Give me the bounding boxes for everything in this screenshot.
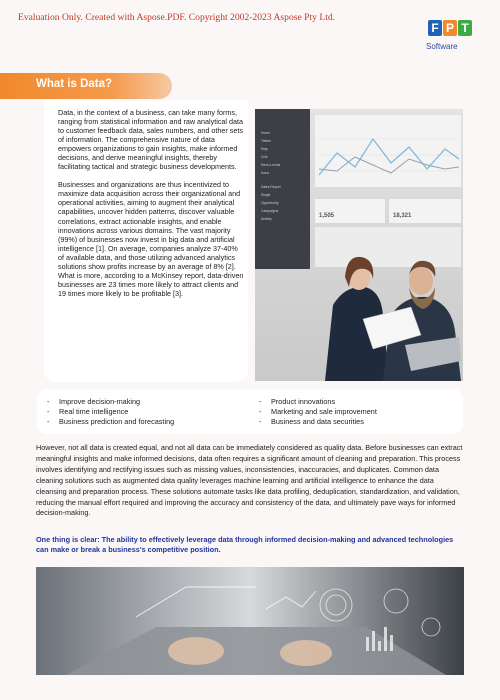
list-item: - Improve decision-making <box>47 397 174 407</box>
dash-nav-item: Opportunity <box>261 201 279 205</box>
dash-nav-item: Sales Report <box>261 185 281 189</box>
dash-nav-item: Grid <box>261 155 268 159</box>
section-title-bar <box>0 73 172 99</box>
dash-nav-item: Activity <box>261 217 272 221</box>
dash-nav-item: Menu Levels <box>261 163 281 167</box>
list-item: - Business prediction and forecasting <box>47 417 174 427</box>
intro-paragraph-2: Businesses and organizations are thus incentivized to maximize data acquisition across their organizational and operational activities, aiming to augment their analytical capabilities, uncover hidden patterns, discover valuable correlations, extract actionable insights, and enable innovations across various domains. The vast majority (99%) of businesses now invest in big data and artificial intelligence [1]. On average, companies analyze 37-40% of available data, and those utilizing advanced analytics solutions show profits increase by an average of 8% [2]. What is more, according to a McKinsey report, data-driven businesses are 23 times more likely to attract clients and 19 times more likely to be profitable [3]. <box>58 180 244 298</box>
holo-bar <box>378 641 381 651</box>
dashboard-lower-panel <box>315 227 461 267</box>
dashboard-kpi-1 <box>315 199 385 223</box>
laptop-data-illustration <box>36 567 464 675</box>
logo-subtitle: Software <box>426 42 458 51</box>
dashboard-kpi-2-value: 18,321 <box>393 213 412 219</box>
dashboard-line-chart-panel <box>315 115 461 187</box>
fpt-logo <box>420 20 480 60</box>
laptop-data-photo <box>36 567 464 675</box>
dash-nav-item: Home <box>261 131 271 135</box>
benefits-box <box>37 389 463 434</box>
man-face <box>409 267 433 295</box>
logo-letter-f: F <box>428 20 442 36</box>
business-meeting-photo <box>255 109 463 381</box>
hand-left <box>168 637 224 665</box>
holo-bar <box>390 635 393 651</box>
logo-letter-p: P <box>443 20 457 36</box>
section-title: What is Data? <box>36 78 113 90</box>
holo-bar <box>372 631 375 651</box>
intro-text <box>58 108 244 307</box>
list-item: - Business and data securities <box>259 417 377 427</box>
holo-bar <box>366 637 369 651</box>
dashboard-kpi-1-value: 1,505 <box>319 213 335 219</box>
list-item: - Marketing and sale improvement <box>259 407 377 417</box>
dash-nav-item: Tables <box>261 139 271 143</box>
watermark-text: Evaluation Only. Created with Aspose.PDF. Copyright 2002-2023 Aspose Pty Ltd. <box>18 12 336 23</box>
dash-nav-item: Campaigns <box>261 209 279 213</box>
logo-letter-t: T <box>458 20 472 36</box>
benefits-list-right <box>259 397 377 428</box>
holo-bar <box>384 627 387 651</box>
list-item: - Real time intelligence <box>47 407 174 417</box>
hand-right <box>280 640 332 666</box>
list-item: - Product innovations <box>259 397 377 407</box>
data-quality-paragraph: However, not all data is created equal, and not all data can be immediately considered as quality data. Before businesses can extract meaningful insights and make informed decisions, data often requires a significant amount of cleaning and preparation. This process involves identifying and rectifying issues such as missing values, inconsistencies, inaccuracies, and duplicates. Common data cleaning solutions such as augmented data quality leverages machine learning and artificial intelligence to enhance the data cleansing and preparation process. These solutions automate tasks like data profiling, deduplication, standardization, and validation, reducing the manual effort required and improving the accuracy and consistency of the data, and ultimately pave ways for informed decision-making. <box>36 443 463 518</box>
dash-nav-item: Icons <box>261 171 270 175</box>
photo-illustration <box>255 109 463 381</box>
intro-paragraph-1: Data, in the context of a business, can take many forms, ranging from statistical information and raw analytical data to customer feedback data, sales numbers, and other sets of information. The comprehensive nature of data empowers organizations to gain insights, make informed decisions, and derive meaningful insights, thereby facilitating tactical and strategic business developments. <box>58 108 243 172</box>
dash-nav-item: Map <box>261 147 268 151</box>
benefits-list-left <box>47 397 174 428</box>
dashboard-kpi-2 <box>389 199 461 223</box>
dash-nav-item: Single <box>261 193 271 197</box>
highlight-statement: One thing is clear: The ability to effectively leverage data through informed decision-making and advanced technologies can make or break a business's competitive position. <box>36 535 454 555</box>
